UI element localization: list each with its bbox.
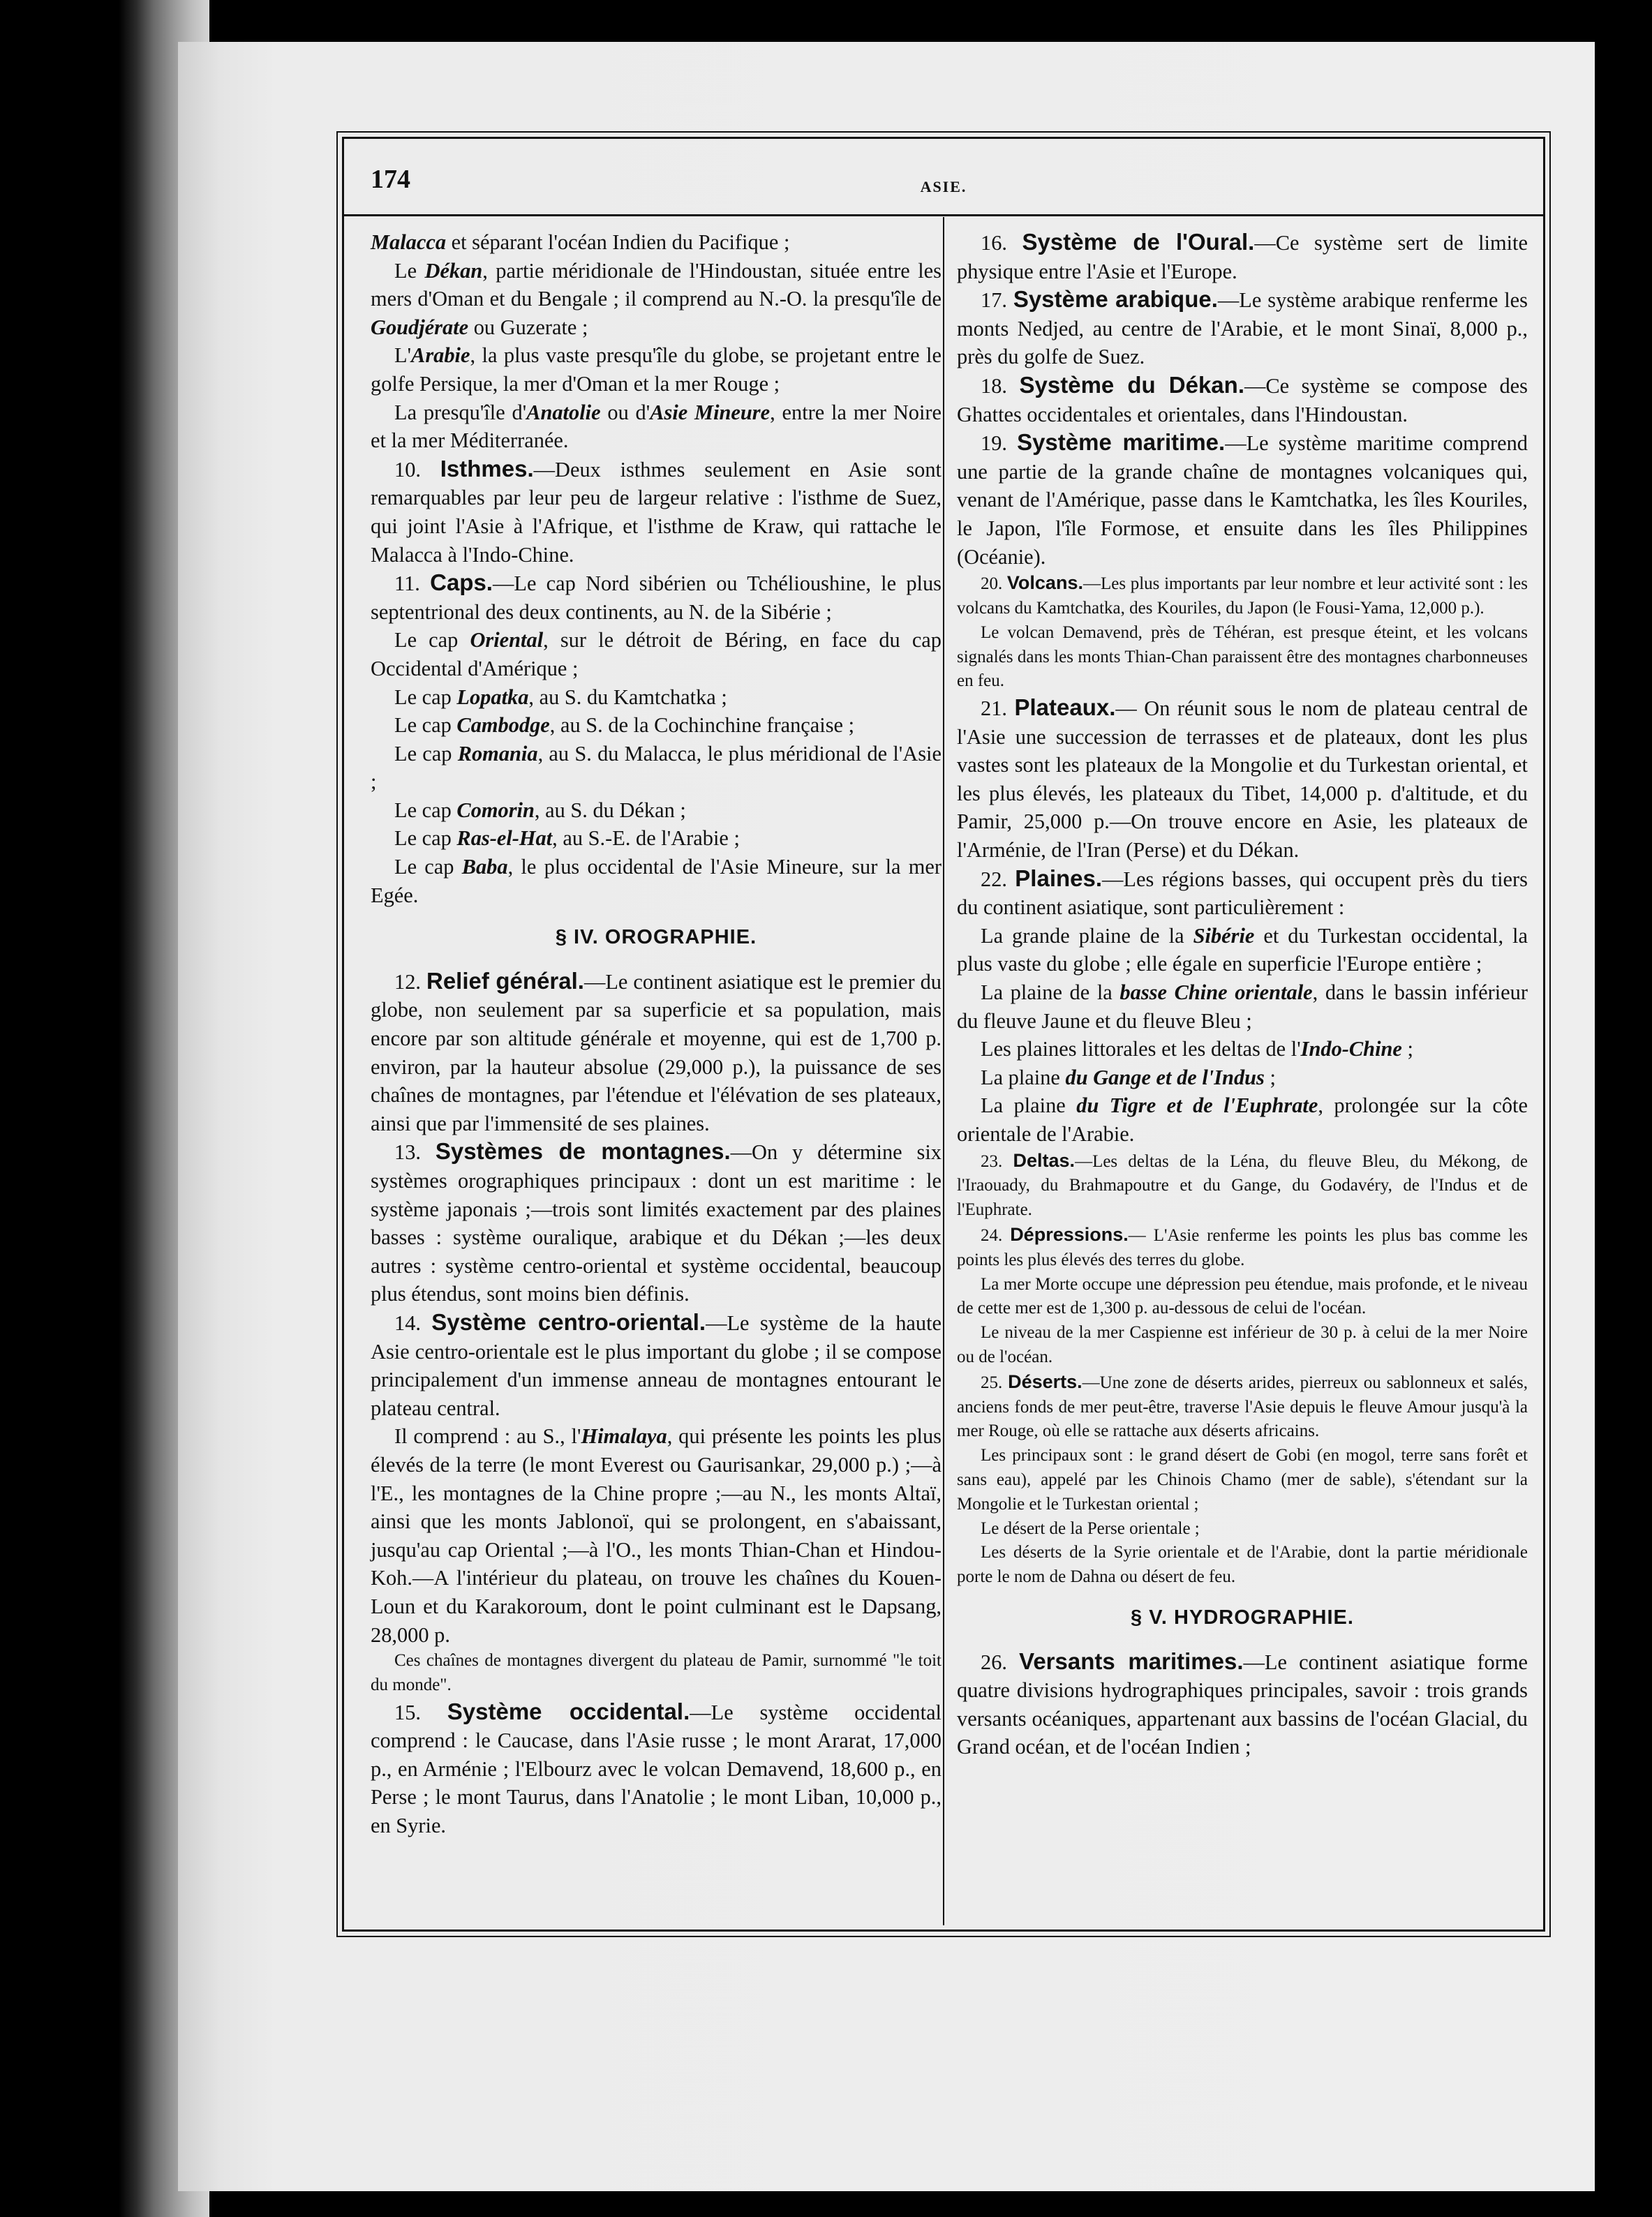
paragraph bbox=[957, 1063, 1528, 1092]
text-run: et séparant l'océan Indien du Pacifique ; bbox=[446, 230, 790, 254]
paragraph-body: —Les plus importants par leur nombre et leur activité sont : les volcans du Kamtchatka, des Kouriles, du Japon (le Fousi-Yama, 12,000 p.). bbox=[957, 574, 1528, 618]
paragraph-heading: Déserts. bbox=[1008, 1371, 1082, 1392]
paragraph bbox=[957, 1035, 1528, 1063]
text-run: , entre la mer Noire et la mer Méditerranée. bbox=[371, 400, 942, 453]
text-run: ; bbox=[1264, 1065, 1276, 1089]
text-run: , sur le détroit de Béring, en face du cap Occidental d'Amérique ; bbox=[371, 628, 942, 680]
paragraph bbox=[371, 824, 942, 853]
text-run: L' bbox=[394, 343, 412, 368]
italic-term: Dékan bbox=[424, 258, 483, 283]
paragraph-heading: Volcans. bbox=[1006, 572, 1083, 594]
paragraph-heading: Système centro-oriental. bbox=[431, 1308, 706, 1335]
text-run: et du Turkestan occidental, la plus vaste du globe ; elle égale en superficie l'Europe entière ; bbox=[957, 923, 1528, 976]
paragraph-number: 25. bbox=[981, 1373, 1009, 1392]
italic-term: Malacca bbox=[371, 230, 447, 254]
running-head: ASIE. bbox=[920, 178, 967, 195]
paragraph bbox=[371, 398, 942, 455]
italic-term: Romania bbox=[457, 741, 538, 766]
text-run: Le cap bbox=[394, 826, 457, 851]
italic-term: Goudjérate bbox=[371, 315, 469, 339]
paragraph-number: 26. bbox=[981, 1650, 1020, 1674]
left-column bbox=[371, 228, 942, 1840]
paragraph-heading: Systèmes de montagnes. bbox=[435, 1138, 731, 1165]
paragraph bbox=[371, 228, 942, 257]
numbered-paragraph bbox=[957, 694, 1528, 865]
italic-term: du Tigre et de l'Euphrate bbox=[1076, 1093, 1318, 1118]
numbered-paragraph bbox=[957, 228, 1528, 285]
italic-term: Cambodge bbox=[456, 713, 550, 738]
paragraph-heading: Plateaux. bbox=[1014, 694, 1116, 721]
numbered-paragraph bbox=[371, 1308, 942, 1422]
text-run: , le plus occidental de l'Asie Mineure, sur la mer Egée. bbox=[371, 855, 942, 907]
text-run: ou d' bbox=[600, 400, 650, 424]
paragraph-number: 16. bbox=[981, 231, 1022, 255]
italic-term: Lopatka bbox=[456, 685, 529, 709]
paragraph-heading: Système du Dékan. bbox=[1019, 371, 1244, 398]
paragraph-number: 10. bbox=[394, 457, 440, 482]
paragraph-number: 18. bbox=[981, 373, 1020, 398]
text-run: , dans le bassin inférieur du fleuve Jaune et du fleuve Bleu ; bbox=[957, 980, 1528, 1033]
paragraph bbox=[371, 853, 942, 909]
column-divider bbox=[943, 217, 944, 1925]
paragraph-heading: Système arabique. bbox=[1013, 286, 1218, 313]
text-run: , au S.-E. de l'Arabie ; bbox=[552, 826, 740, 851]
paragraph bbox=[371, 341, 942, 398]
paragraph-body: —Deux isthmes seulement en Asie sont remarquables par leur peu de largeur relative : l'isthme de Suez, qui joint l'Asie à l'Afrique, et l'isthme de Kraw, qui rattache le Malacca à l'Indo-Chine. bbox=[371, 457, 942, 567]
italic-term: Sibérie bbox=[1193, 923, 1255, 948]
page-frame bbox=[342, 137, 1545, 1932]
paragraph-body: — On réunit sous le nom de plateau central de l'Asie une succession de terrasses et de plateaux, dont les plus vastes sont les plateaux de la Mongolie et du Turkestan oriental, et les plus élevés, les plateaux du Tibet, 14,000 p. d'altitude, et du Pamir, 25,000 p.—On trouve encore en Asie, les plateaux de l'Arménie, de l'Iran (Perse) et du Dékan. bbox=[957, 696, 1528, 863]
paragraph-number: 15. bbox=[394, 1700, 447, 1724]
paragraph-heading: Système maritime. bbox=[1017, 429, 1226, 456]
paragraph-number: 24. bbox=[981, 1226, 1011, 1245]
italic-term: Asie Mineure bbox=[650, 400, 771, 424]
paragraph-heading: Relief général. bbox=[426, 967, 584, 994]
numbered-paragraph bbox=[957, 428, 1528, 571]
note-paragraph: Le volcan Demavend, près de Téhéran, est presque éteint, et les volcans signalés dans les monts Thian-Chan paraissent être des montagnes charbonneuses en feu. bbox=[957, 622, 1528, 691]
text-run: Le cap bbox=[394, 713, 457, 738]
text-run: Le bbox=[394, 258, 425, 283]
paragraph-body: —Une zone de déserts arides, pierreux ou sablonneux et salés, anciens fonds de mer peut-être, traverse l'Asie depuis le fleuve Amour jusqu'à la mer Rouge, où elle se rattache aux déserts africains. bbox=[957, 1373, 1528, 1441]
text-run: La plaine bbox=[981, 1093, 1077, 1118]
paragraph-number: 11. bbox=[394, 572, 431, 596]
numbered-paragraph bbox=[957, 1648, 1528, 1761]
paragraph bbox=[371, 796, 942, 825]
paragraph-heading: Deltas. bbox=[1013, 1149, 1076, 1171]
section-heading: § IV. OROGRAPHIE. bbox=[555, 926, 757, 949]
paragraph-number: 12. bbox=[394, 969, 426, 994]
text-run: Le cap bbox=[394, 685, 457, 709]
paragraph-number: 23. bbox=[981, 1151, 1013, 1171]
text-run: , qui présente les points les plus élevés de la terre (le mont Everest ou Gaurisankar, 29,000 p.) ;—à l'E., les montagnes de la Chine propre ;—au N., les monts Altaï, ainsi que les monts Jablonoï, qui se prolongent, en s'abaissant, jusqu'au cap Oriental ;—à l'O., les monts Thian-Chan et Hindou-Koh.—A l'intérieur du plateau, on trouve les chaînes du Kouen-Loun et du Karakoroum, dont le point culminant est le Dapsang, 28,000 p. bbox=[371, 1424, 942, 1647]
numbered-paragraph bbox=[957, 571, 1528, 621]
text-run: Le cap bbox=[394, 798, 457, 822]
text-run: Le cap bbox=[394, 628, 470, 652]
paragraph-body: — L'Asie renferme les points les plus bas comme les points les plus élevés des terres du globe. bbox=[957, 1226, 1528, 1269]
text-run: , au S. de la Cochinchine française ; bbox=[549, 713, 855, 738]
note-paragraph: La mer Morte occupe une dépression peu étendue, mais profonde, et le niveau de cette mer est de 1,300 p. au-dessous de celui de l'océan. bbox=[957, 1274, 1528, 1318]
numbered-paragraph bbox=[371, 967, 942, 1138]
text-run: La plaine bbox=[981, 1065, 1066, 1089]
paragraph-heading: Système de l'Oural. bbox=[1022, 229, 1255, 255]
numbered-paragraph bbox=[957, 865, 1528, 922]
paragraph bbox=[371, 1422, 942, 1649]
numbered-paragraph bbox=[957, 371, 1528, 428]
paragraph-body: —Le système occidental comprend : le Caucase, dans l'Asie russe ; le mont Ararat, 17,000 p., en Arménie ; l'Elbourz avec le volcan Demavend, 18,600 p., en Perse ; le mont Taurus, dans l'Anatolie ; le mont Liban, 10,000 p., en Syrie. bbox=[371, 1700, 942, 1838]
page-header bbox=[344, 139, 1543, 216]
italic-term: basse Chine orientale bbox=[1119, 980, 1313, 1005]
paragraph bbox=[371, 626, 942, 682]
text-run: ou Guzerate ; bbox=[468, 315, 588, 339]
italic-term: Baba bbox=[461, 855, 508, 879]
paragraph-heading: Isthmes. bbox=[440, 455, 534, 482]
text-run: , partie méridionale de l'Hindoustan, située entre les mers d'Oman et du Bengale ; il comprend au N.-O. la presqu'île de bbox=[371, 258, 942, 311]
paragraph-body: —Les deltas de la Léna, du fleuve Bleu, du Mékong, de l'Iraouady, du Brahmapoutre et du Gange, du Godavéry, de l'Indus et de l'Euphrate. bbox=[957, 1151, 1528, 1220]
italic-term: Himalaya bbox=[581, 1424, 667, 1449]
text-run: La plaine de la bbox=[981, 980, 1120, 1005]
text-run: Les plaines littorales et les deltas de l' bbox=[981, 1037, 1301, 1061]
paragraph-heading: Dépressions. bbox=[1010, 1224, 1129, 1245]
paragraph-heading: Caps. bbox=[430, 569, 493, 596]
paragraph-body: —Les régions basses, qui occupent près du tiers du continent asiatique, sont particulièrement : bbox=[957, 867, 1528, 920]
italic-term: Indo-Chine bbox=[1300, 1037, 1402, 1061]
paragraph-number: 22. bbox=[981, 867, 1015, 891]
paragraph-number: 13. bbox=[394, 1140, 436, 1165]
note-paragraph: Les principaux sont : le grand désert de Gobi (en mogol, terre sans forêt et sans eau), appelé par les Chinois Chamo (mer de sable), s'étendant sur la Mongolie et le Turkestan oriental ; bbox=[957, 1446, 1528, 1514]
paragraph-body: —Le système arabique renferme les monts Nedjed, au centre de l'Arabie, et le mont Sinaï, 8,000 p., près du golfe de Suez. bbox=[957, 288, 1528, 369]
numbered-paragraph bbox=[957, 1149, 1528, 1223]
italic-term: Comorin bbox=[456, 798, 535, 822]
italic-term: Arabie bbox=[411, 343, 470, 368]
paragraph-heading: Versants maritimes. bbox=[1019, 1648, 1244, 1674]
numbered-paragraph bbox=[371, 569, 942, 626]
italic-term: Anatolie bbox=[526, 400, 601, 424]
paragraph bbox=[371, 683, 942, 712]
text-run: , au S. du Dékan ; bbox=[534, 798, 686, 822]
text-run: La grande plaine de la bbox=[981, 923, 1193, 948]
text-run: , la plus vaste presqu'île du globe, se projetant entre le golfe Persique, la mer d'Oman et la mer Rouge ; bbox=[371, 343, 942, 396]
text-run: La presqu'île d' bbox=[394, 400, 527, 424]
paragraph-body: —Le système maritime comprend une partie de la grande chaîne de montagnes volcaniques qui, venant de l'Amérique, passe dans le Kamtchatka, les îles Kouriles, le Japon, l'île Formose, et ensuite dans les îles Philippines (Océanie). bbox=[957, 431, 1528, 569]
paragraph-body: —On y détermine six systèmes orographiques principaux : dont un est maritime : le système japonais ;—trois sont limités exactement par des plaines basses : système ouralique, arabique et du Dékan ;—les deux autres : système centro-oriental et système occidental, beaucoup plus étendus, sont moins bien définis. bbox=[371, 1140, 942, 1306]
paragraph-body: —Le cap Nord sibérien ou Tchélioushine, le plus septentrional des deux continents, au N. de la Sibérie ; bbox=[371, 572, 942, 624]
numbered-paragraph bbox=[957, 285, 1528, 371]
note-paragraph: Le niveau de la mer Caspienne est inférieur de 30 p. à celui de la mer Noire ou de l'océan. bbox=[957, 1323, 1528, 1366]
paragraph bbox=[371, 711, 942, 740]
italic-term: Ras-el-Hat bbox=[456, 826, 553, 851]
section-heading: § V. HYDROGRAPHIE. bbox=[1131, 1606, 1354, 1629]
numbered-paragraph bbox=[957, 1223, 1528, 1273]
paragraph-heading: Système occidental. bbox=[447, 1698, 690, 1724]
paragraph-body: —Le continent asiatique est le premier du globe, non seulement par sa superficie et sa population, mais encore par son altitude générale et moyenne, qui est de 1,700 p. environ, par la hauteur absolue (29,000 p.), la puissance de ses chaînes de montagnes, par l'étendue et l'élévation de ses plateaux, ainsi que par l'immensité de ses plaines. bbox=[371, 969, 942, 1135]
paragraph-number: 21. bbox=[981, 696, 1015, 721]
paragraph-number: 19. bbox=[981, 431, 1018, 456]
paragraph-heading: Plaines. bbox=[1015, 865, 1103, 891]
paragraph bbox=[957, 1091, 1528, 1148]
text-run: Le cap bbox=[394, 741, 458, 766]
numbered-paragraph bbox=[371, 1137, 942, 1308]
note-paragraph: Les déserts de la Syrie orientale et de l'Arabie, dont la partie méridionale porte le nom de Dahna ou désert de feu. bbox=[957, 1543, 1528, 1587]
text-run: Le cap bbox=[394, 855, 462, 879]
text-run: Il comprend : au S., l' bbox=[394, 1424, 581, 1449]
text-run: ; bbox=[1401, 1037, 1413, 1061]
note-paragraph: Le désert de la Perse orientale ; bbox=[981, 1518, 1200, 1538]
paragraph-body: —Ce système sert de limite physique entre l'Asie et l'Europe. bbox=[957, 231, 1528, 283]
numbered-paragraph bbox=[371, 455, 942, 569]
paragraph bbox=[371, 257, 942, 342]
text-run: , prolongée sur la côte orientale de l'Arabie. bbox=[957, 1093, 1528, 1147]
note-paragraph: Ces chaînes de montagnes divergent du plateau de Pamir, surnommé "le toit du monde". bbox=[371, 1651, 942, 1694]
paragraph-number: 14. bbox=[394, 1311, 432, 1335]
text-run: , au S. du Malacca, le plus méridional de l'Asie ; bbox=[371, 741, 942, 794]
italic-term: du Gange et de l'Indus bbox=[1065, 1065, 1265, 1089]
numbered-paragraph bbox=[957, 1370, 1528, 1444]
paragraph-number: 17. bbox=[981, 288, 1013, 313]
numbered-paragraph bbox=[371, 1698, 942, 1840]
text-run: , au S. du Kamtchatka ; bbox=[528, 685, 727, 709]
paragraph-body: —Ce système se compose des Ghattes occidentales et orientales, dans l'Hindoustan. bbox=[957, 373, 1528, 426]
paragraph-body: —Le continent asiatique forme quatre divisions hydrographiques principales, savoir : trois grands versants océaniques, appartenant aux bassins de l'océan Glacial, du Grand océan, et de l'océan Indien ; bbox=[957, 1650, 1528, 1759]
paragraph bbox=[371, 740, 942, 796]
italic-term: Oriental bbox=[470, 628, 544, 652]
page-number: 174 bbox=[371, 165, 410, 194]
paragraph bbox=[957, 922, 1528, 978]
paragraph-body: —Le système de la haute Asie centro-orientale est le plus important du globe ; il se compose principalement d'un immense anneau de montagnes entourant le plateau central. bbox=[371, 1311, 942, 1420]
paragraph-number: 20. bbox=[981, 574, 1007, 594]
paragraph bbox=[957, 978, 1528, 1035]
right-column bbox=[957, 228, 1528, 1761]
